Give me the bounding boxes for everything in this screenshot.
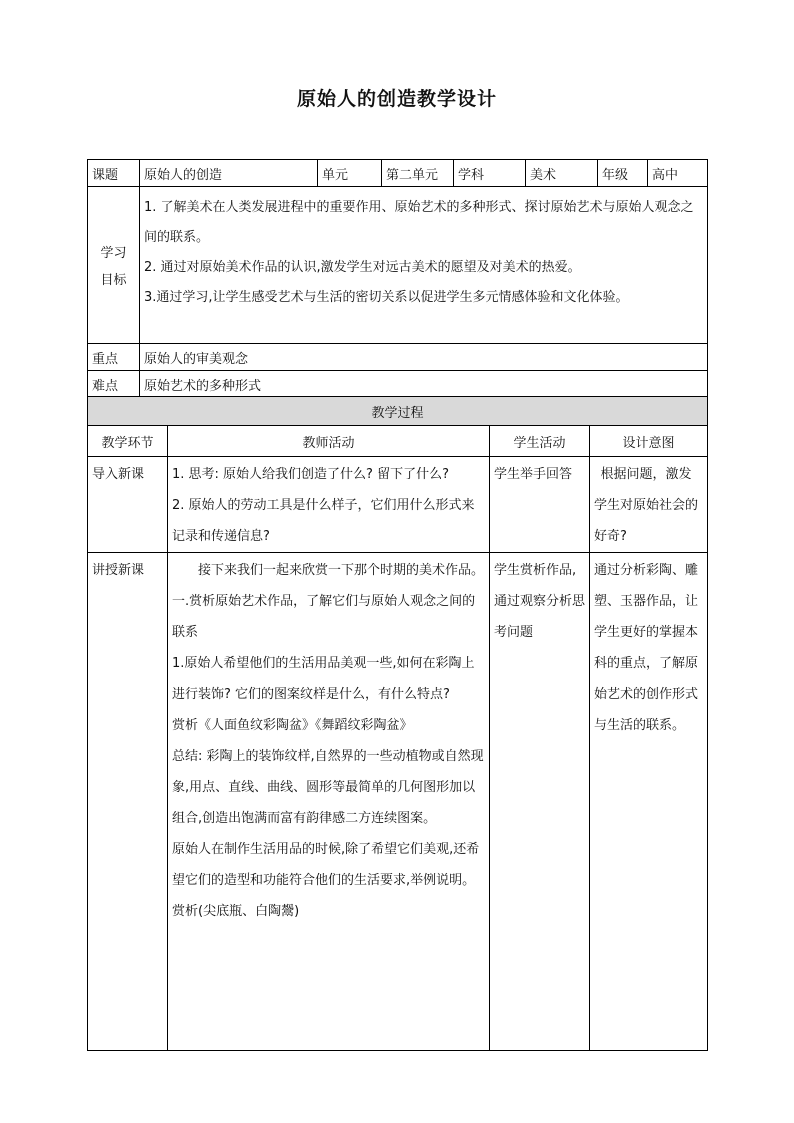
topic-value: 原始人的创造: [140, 160, 318, 187]
column-header: 设计意图: [590, 426, 708, 457]
goals-content: [140, 187, 708, 344]
process-header: 教学过程: [88, 397, 708, 426]
column-header: 教师活动: [168, 426, 490, 457]
process-table: [87, 396, 708, 1051]
teacher-cell: 1. 思考: 原始人给我们创造了什么? 留下了什么? 2. 原始人的劳动工具是什么样子，它们用什么形式来记录和传递信息?: [168, 457, 490, 553]
difficult-text: 原始艺术的多种形式: [140, 371, 708, 398]
stage-cell: 导入新课: [88, 457, 168, 553]
page-title: 原始人的创造教学设计: [296, 88, 497, 110]
unit-value: 第二单元: [382, 160, 454, 187]
student-cell: 学生赏析作品,通过观察分析思考问题: [490, 553, 590, 1051]
intent-cell: 根据问题，激发学生对原始社会的好奇?: [590, 457, 708, 553]
goal-item: 2. 通过对原始美术作品的认识,激发学生对远古美术的愿望及对美术的热爱。: [144, 260, 581, 275]
stage-cell: 讲授新课: [88, 553, 168, 1051]
column-header: 教学环节: [88, 426, 168, 457]
grade-value: 高中: [648, 160, 708, 187]
key-text: 原始人的审美观念: [140, 344, 708, 371]
info-table: [87, 159, 708, 398]
intent-cell: 通过分析彩陶、雕塑、玉器作品，让学生更好的掌握本科的重点，了解原始艺术的创作形式与生活的联系。: [590, 553, 708, 1051]
table-row: [88, 553, 708, 1051]
subject-value: 美术: [526, 160, 598, 187]
goal-item: 1. 了解美术在人类发展进程中的重要作用、原始艺术的多种形式、探讨原始艺术与原始人观念之间的联系。: [144, 200, 694, 245]
subject-label: 学科: [454, 160, 526, 187]
goal-item: 3.通过学习,让学生感受艺术与生活的密切关系以促进学生多元情感体验和文化体验。: [144, 290, 629, 305]
goals-label: 学习 目标: [88, 187, 140, 344]
grade-label: 年级: [598, 160, 648, 187]
unit-label: 单元: [318, 160, 382, 187]
column-header: 学生活动: [490, 426, 590, 457]
key-label: 重点: [88, 344, 140, 371]
student-cell: 学生举手回答: [490, 457, 590, 553]
teacher-cell: 接下来我们一起来欣赏一下那个时期的美术作品。 一.赏析原始艺术作品，了解它们与原始人观念之间的联系 1.原始人希望他们的生活用品美观一些,如何在彩陶上进行装饰? 它们的图案纹样是什么，有什么特点? 赏析《人面鱼纹彩陶盆》《舞蹈纹彩陶盆》 总结: 彩陶上的装饰纹样,自然界的一些动植物或自然现象,用点、直线、曲线、圆形等最简单的几何图形加以组合,创造出饱满而富有韵律感二方连续图案。 原始人在制作生活用品的时候,除了希望它们美观,还希望它们的造型和功能符合他们的生活要求,举例说明。 赏析(尖底瓶、白陶鬶): [168, 553, 490, 1051]
difficult-label: 难点: [88, 371, 140, 398]
topic-label: 课题: [88, 160, 140, 187]
table-row: [88, 457, 708, 553]
